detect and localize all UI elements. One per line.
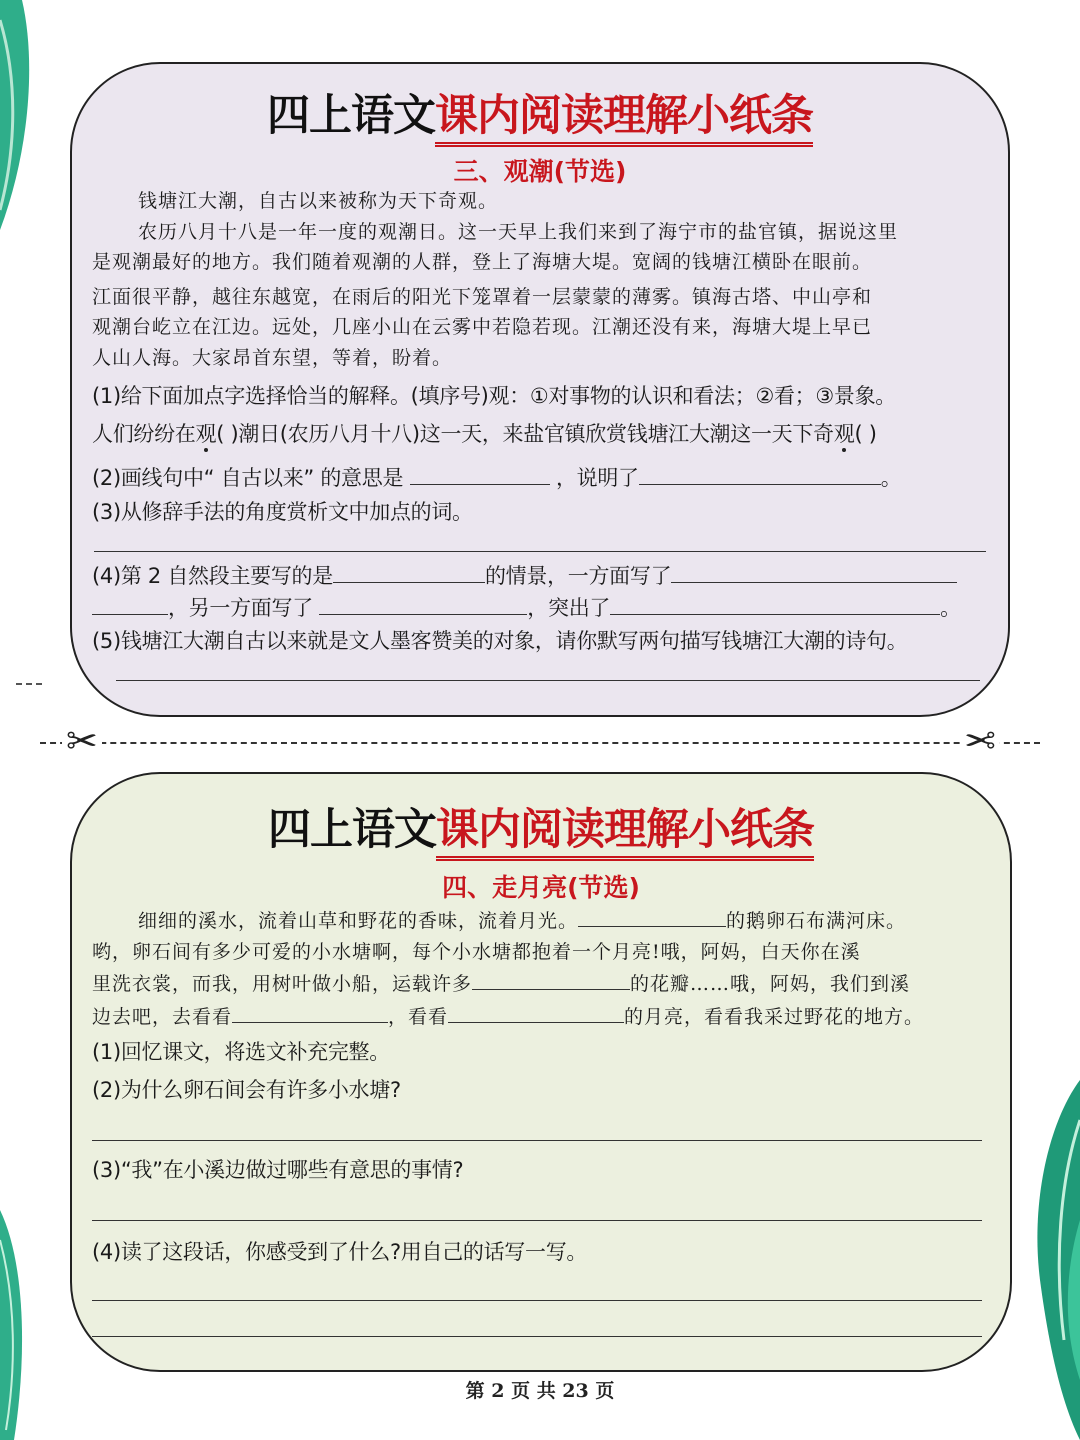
passage-line: 观潮台屹立在江边。远处，几座小山在云雾中若隐若现。江潮还没有来，海塘大堤上早已 bbox=[92, 316, 873, 338]
answer-blank[interactable] bbox=[639, 462, 881, 485]
question-3: (3)从修辞手法的角度赏析文中加点的词。 bbox=[92, 500, 473, 524]
answer-line[interactable] bbox=[92, 1140, 982, 1141]
worksheet-card-guanchao bbox=[70, 62, 1010, 717]
answer-line[interactable] bbox=[94, 551, 986, 552]
scissors-icon: ✂ bbox=[62, 722, 102, 760]
question-2: (2)为什么卵石间会有许多小水塘? bbox=[92, 1078, 401, 1102]
page-number: 第 2 页 共 23 页 bbox=[465, 1380, 615, 1402]
answer-blank[interactable] bbox=[472, 967, 630, 990]
worksheet-card-zouyueliang bbox=[70, 772, 1012, 1372]
question-2: (2)画线句中“ 自古以来” 的意思是 ，说明了 。 bbox=[92, 462, 992, 492]
divider-mark bbox=[16, 683, 42, 685]
passage-line: 人山人海。大家昂首东望，等着，盼着。 bbox=[92, 346, 453, 369]
answer-paren-1[interactable]: ( )潮日(农历八月十八)这一天，来盐官镇欣赏钱塘江大潮这一天下奇 bbox=[216, 422, 834, 446]
passage-line: 细细的溪水，流着山草和野花的香味，流着月光。 的鹅卵石布满河床。 bbox=[92, 904, 992, 937]
answer-blank[interactable] bbox=[610, 592, 940, 615]
passage-line: 是观潮最好的地方。我们随着观潮的人群，登上了海塘大堤。宽阔的钱塘江横卧在眼前。 bbox=[92, 251, 873, 273]
answer-paren-2[interactable]: ( ) bbox=[854, 422, 877, 446]
section-subtitle: 四、走月亮(节选) bbox=[442, 873, 640, 902]
answer-blank[interactable] bbox=[333, 560, 485, 583]
cut-line bbox=[40, 742, 1040, 744]
card-title-highlight: 课内阅读理解小纸条 bbox=[436, 805, 814, 861]
question-3: (3)“我”在小溪边做过哪些有意思的事情? bbox=[92, 1158, 464, 1182]
passage-line: 江面很平静，越往东越宽，在雨后的阳光下笼罩着一层蒙蒙的薄雾。镇海古塔、中山亭和 bbox=[92, 285, 873, 308]
question-4: (4)读了这段话，你感受到了什么?用自己的话写一写。 bbox=[92, 1240, 588, 1264]
card-title-highlight: 课内阅读理解小纸条 bbox=[435, 91, 813, 147]
answer-line[interactable] bbox=[92, 1300, 982, 1301]
question-4-cont: ，另一方面写了 ，突出了 。 bbox=[92, 592, 992, 622]
answer-blank[interactable] bbox=[578, 904, 726, 927]
question-1-sentence: 人们纷纷在观( )潮日(农历八月十八)这一天，来盐官镇欣赏钱塘江大潮这一天下奇观( ) bbox=[92, 422, 877, 446]
answer-line[interactable] bbox=[92, 1336, 982, 1337]
answer-blank[interactable] bbox=[92, 592, 168, 615]
leaf-decoration-top-left bbox=[0, 0, 40, 240]
question-5: (5)钱塘江大潮自古以来就是文人墨客赞美的对象，请你默写两句描写钱塘江大潮的诗句。 bbox=[92, 629, 908, 653]
passage-line: 钱塘江大潮，自古以来被称为天下奇观。 bbox=[138, 190, 499, 212]
passage-line: 边去吧，去看看 ，看看 的月亮，看看我采过野花的地方。 bbox=[92, 1000, 992, 1033]
reading-passage bbox=[92, 904, 992, 1032]
section-subtitle: 三、观潮(节选) bbox=[453, 157, 627, 186]
answer-blank[interactable] bbox=[232, 1000, 388, 1023]
leaf-decoration-bottom-left bbox=[0, 1210, 30, 1440]
answer-blank[interactable] bbox=[410, 462, 550, 485]
passage-line: 里洗衣裳，而我，用树叶做小船，运载许多 的花瓣……哦，阿妈，我们到溪 bbox=[92, 967, 992, 1000]
answer-blank[interactable] bbox=[319, 592, 527, 615]
scissors-icon: ✂ bbox=[960, 722, 1000, 760]
card-title: 四上语文课内阅读理解小纸条 bbox=[72, 82, 1008, 143]
passage-line: 农历八月十八是一年一度的观潮日。这一天早上我们来到了海宁市的盐官镇，据说这里 bbox=[138, 220, 899, 243]
answer-line[interactable] bbox=[116, 680, 980, 681]
question-4: (4)第 2 自然段主要写的是 的情景，一方面写了 bbox=[92, 560, 992, 590]
answer-line[interactable] bbox=[92, 1220, 982, 1221]
answer-blank[interactable] bbox=[671, 560, 957, 583]
reading-passage bbox=[92, 186, 990, 373]
dotted-char: 观 bbox=[195, 422, 217, 446]
answer-blank[interactable] bbox=[448, 1000, 624, 1023]
question-1: (1)给下面加点字选择恰当的解释。(填序号)观：①对事物的认识和看法；②看；③景象。 bbox=[92, 384, 897, 408]
card-title: 四上语文课内阅读理解小纸条 bbox=[72, 796, 1010, 857]
question-1: (1)回忆课文，将选文补充完整。 bbox=[92, 1040, 390, 1064]
dotted-char: 观 bbox=[833, 422, 855, 446]
passage-line: 哟，卵石间有多少可爱的小水塘啊，每个小水塘都抱着一个月亮!哦，阿妈，白天你在溪 bbox=[92, 940, 861, 963]
